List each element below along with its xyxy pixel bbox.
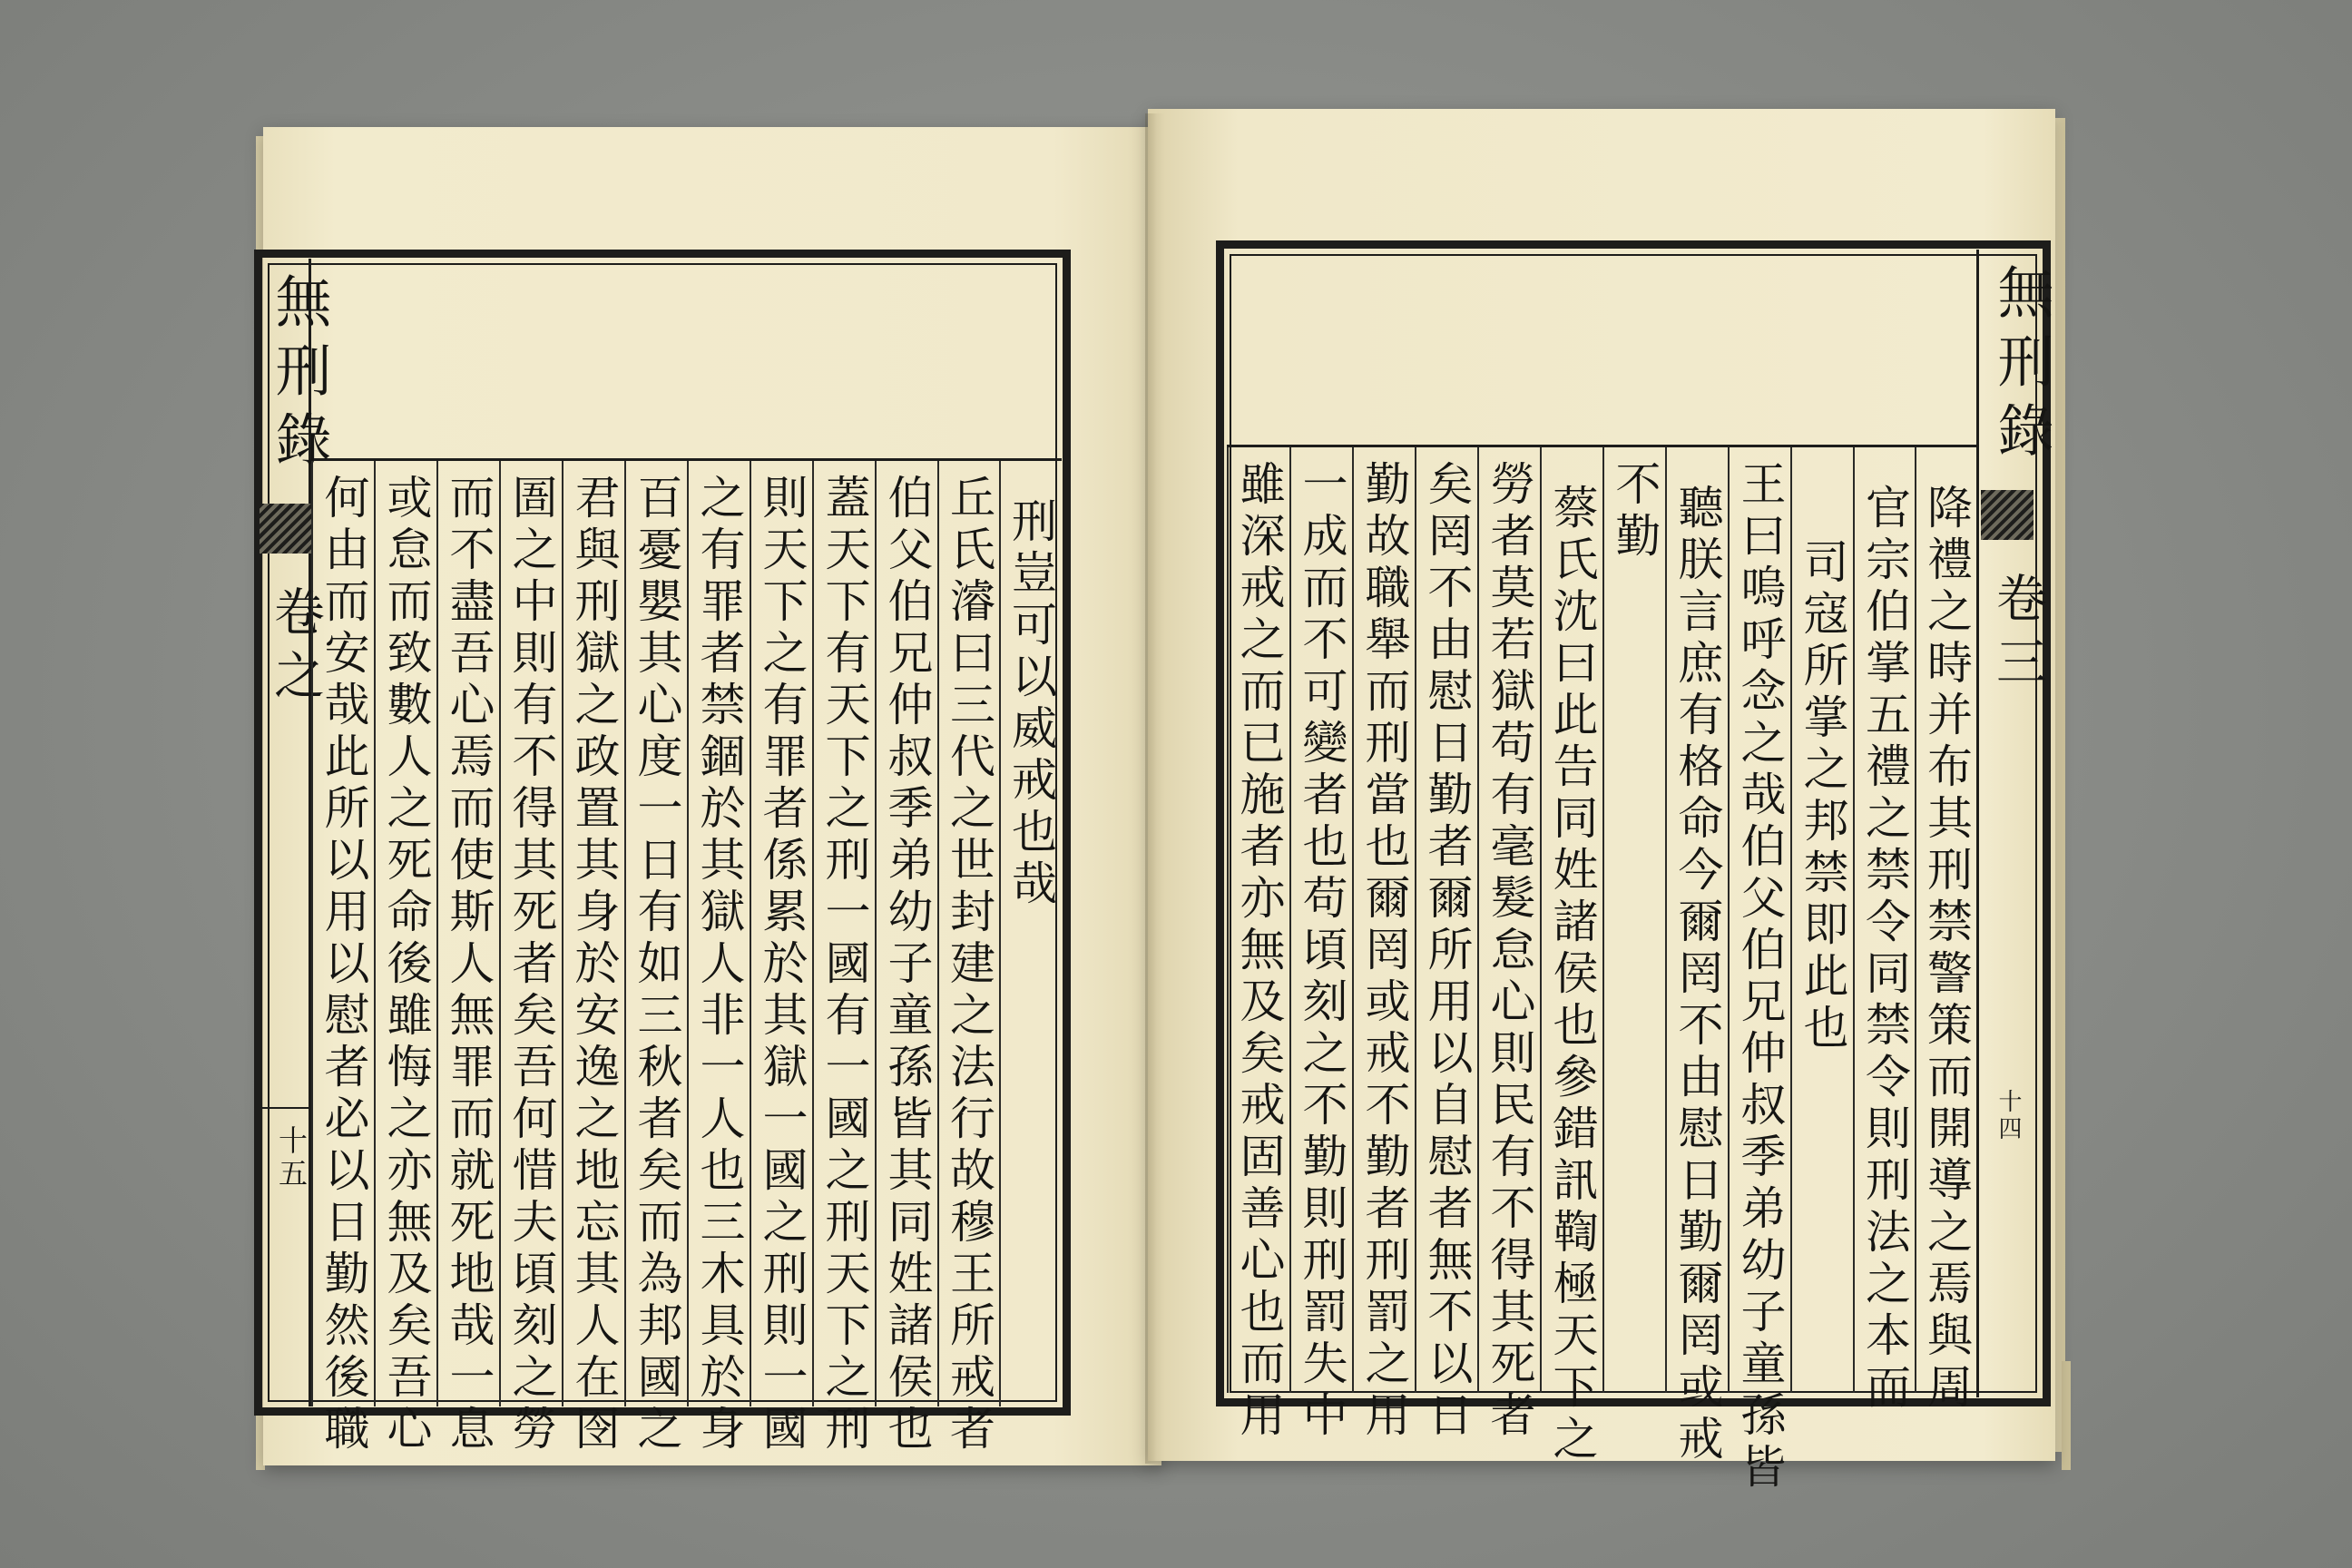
left-column-8: 君與刑獄之政置其身於安逸之地忘其人在囹 <box>562 461 624 1406</box>
left-column-3: 伯父伯兄仲叔季弟幼子童孫皆其同姓諸侯也 <box>875 461 937 1406</box>
right-page <box>1148 109 2055 1494</box>
left-column-2: 丘氏濬曰三代之世封建之法行故穆王所戒者 <box>937 461 999 1406</box>
right-page-stack-2 <box>2062 1361 2071 1470</box>
left-column-6: 之有罪者禁錮於其獄人非一人也三木具於身 <box>687 461 750 1406</box>
right-column-7: 蔡氏沈曰此告同姓諸侯也參錯訊鞫極天下之 <box>1540 447 1602 1393</box>
left-column-5: 則天下之有罪者係累於其獄一國之刑則一國 <box>750 461 812 1406</box>
right-spine-divider <box>1976 250 1979 1397</box>
right-volume-label: 卷三 <box>1988 572 2047 699</box>
left-page-number: 十五 <box>274 1125 309 1191</box>
left-text-columns <box>311 461 1061 1456</box>
right-column-1: 降禮之時并布其刑禁警策而開導之焉與周 <box>1915 447 1976 1393</box>
left-column-12: 何由而安哉此所以用以慰者必以日勤然後職 <box>311 461 374 1406</box>
right-text-columns <box>1227 447 1976 1494</box>
right-spine-title: 無刑錄 <box>1988 263 2054 470</box>
right-column-9: 矣罔不由慰日勤者爾所用以自慰者無不以日 <box>1415 447 1477 1393</box>
right-column-11: 一成而不可變者也苟頃刻之不勤則刑罰失中 <box>1289 447 1352 1393</box>
book-gutter <box>1145 113 1165 1464</box>
left-column-7: 百憂嬰其心度一日有如三秋者矣而為邦國之 <box>624 461 687 1406</box>
left-column-9: 圄之中則有不得其死者矣吾何惜夫頃刻之勞 <box>499 461 562 1406</box>
left-column-4: 蓋天下有天下之刑一國有一國之刑天下之刑 <box>812 461 875 1406</box>
right-column-10: 勤故職舉而刑當也爾罔或戒不勤者刑罰之用 <box>1352 447 1415 1393</box>
right-column-3: 司寇所掌之邦禁即此也 <box>1790 447 1853 1393</box>
left-column-10: 而不盡吾心焉而使斯人無罪而就死地哉一息 <box>436 461 499 1406</box>
left-volume-label: 卷之 <box>266 585 325 712</box>
left-spine-title: 無刑錄 <box>266 272 332 479</box>
left-page-number-rule <box>261 1107 309 1109</box>
right-column-2: 官宗伯掌五禮之禁令同禁令則刑法之本而 <box>1853 447 1915 1393</box>
right-column-8: 勞者莫若獄苟有毫髮怠心則民有不得其死者 <box>1477 447 1540 1393</box>
right-column-12: 雖深戒之而已施者亦無及矣戒固善心也而用 <box>1227 447 1289 1393</box>
right-page-number: 十四 <box>1994 1089 2022 1143</box>
left-column-11: 或怠而致數人之死命後雖悔之亦無及矣吾心 <box>374 461 436 1406</box>
right-column-6: 不勤 <box>1602 447 1665 1393</box>
left-fish-tail-mark <box>260 504 312 554</box>
left-page <box>263 127 1161 1465</box>
right-column-5: 聽朕言庶有格命今爾罔不由慰日勤爾罔或戒 <box>1665 447 1728 1393</box>
left-column-1: 刑豈可以威戒也哉 <box>999 461 1061 1406</box>
right-fish-tail-mark <box>1981 490 2034 540</box>
right-column-4: 王曰嗚呼念之哉伯父伯兄仲叔季弟幼子童孫皆 <box>1728 447 1790 1393</box>
